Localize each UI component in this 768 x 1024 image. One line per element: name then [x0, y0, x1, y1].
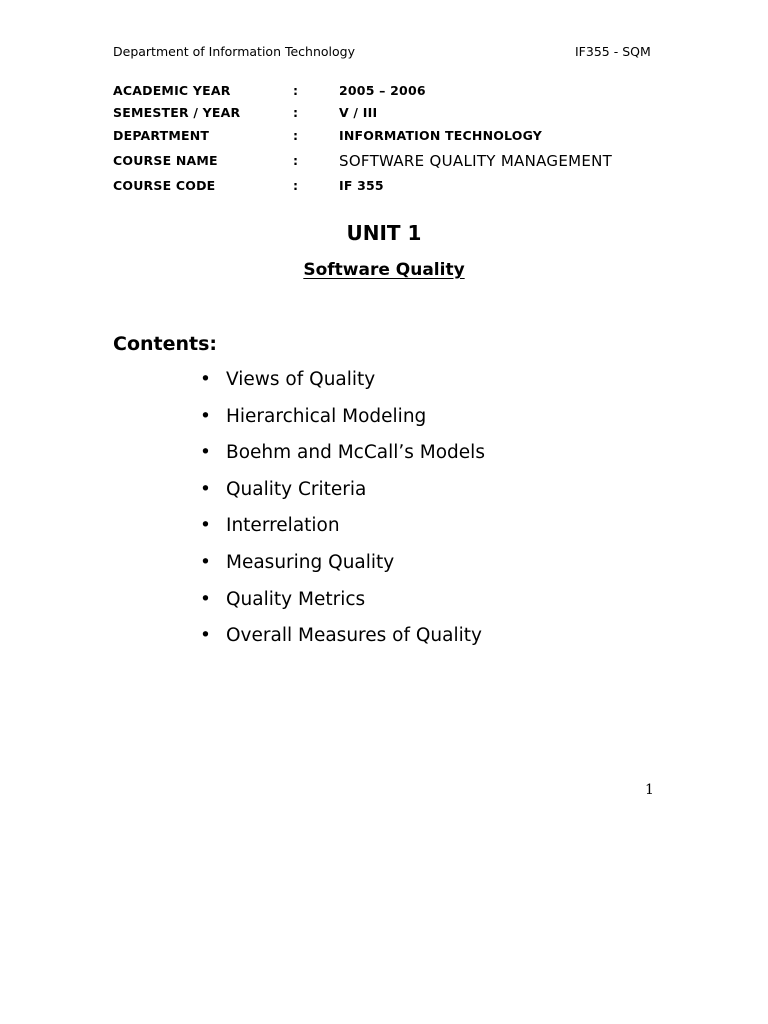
info-value: IF 355 [339, 178, 384, 193]
info-label: COURSE NAME [113, 153, 218, 168]
info-row-course-name [113, 151, 673, 171]
bullet-icon: • [200, 369, 211, 390]
bullet-icon: • [200, 588, 211, 610]
bullet-icon: • [200, 551, 211, 573]
unit-title: UNIT 1 [346, 221, 422, 245]
unit-subtitle [0, 258, 768, 282]
bullet-icon: • [200, 442, 211, 464]
list-item-text: Interrelation [226, 515, 340, 537]
info-row-course-code [113, 176, 673, 196]
info-separator: : [293, 105, 298, 120]
info-value: 2005 – 2006 [339, 83, 426, 98]
list-item-text: Overall Measures of Quality [226, 625, 482, 647]
bullet-icon: • [200, 478, 211, 500]
bullet-icon: • [200, 515, 211, 537]
list-item-text: Quality Criteria [226, 478, 367, 500]
info-label: SEMESTER / YEAR [113, 105, 241, 120]
info-label: COURSE CODE [113, 178, 216, 193]
info-label: ACADEMIC YEAR [113, 83, 231, 98]
info-label: DEPARTMENT [113, 128, 210, 143]
contents-heading: Contents: [113, 333, 218, 355]
list-item-text: Views of Quality [226, 369, 376, 390]
info-row-academic-year [113, 81, 673, 101]
list-item-text: Boehm and McCallʼs Models [226, 442, 485, 464]
info-row-semester-year [113, 103, 673, 123]
info-value: INFORMATION TECHNOLOGY [339, 128, 543, 143]
bullet-icon: • [200, 405, 211, 427]
info-separator: : [293, 153, 298, 168]
info-value: V / III [339, 105, 378, 120]
list-item-text: Hierarchical Modeling [226, 405, 427, 427]
header-department: Department of Information Technology [113, 44, 355, 59]
info-separator: : [293, 128, 298, 143]
header-course-ref: IF355 - SQM [575, 44, 651, 59]
list-item-text: Quality Metrics [226, 588, 366, 610]
list-item-text: Measuring Quality [226, 551, 395, 573]
info-value: SOFTWARE QUALITY MANAGEMENT [339, 152, 613, 170]
page-number: 1 [645, 782, 654, 798]
info-separator: : [293, 178, 298, 193]
bullet-icon: • [200, 625, 211, 647]
unit-subtitle-text: Software Quality [303, 260, 465, 280]
info-separator: : [293, 83, 298, 98]
info-row-department [113, 126, 673, 146]
